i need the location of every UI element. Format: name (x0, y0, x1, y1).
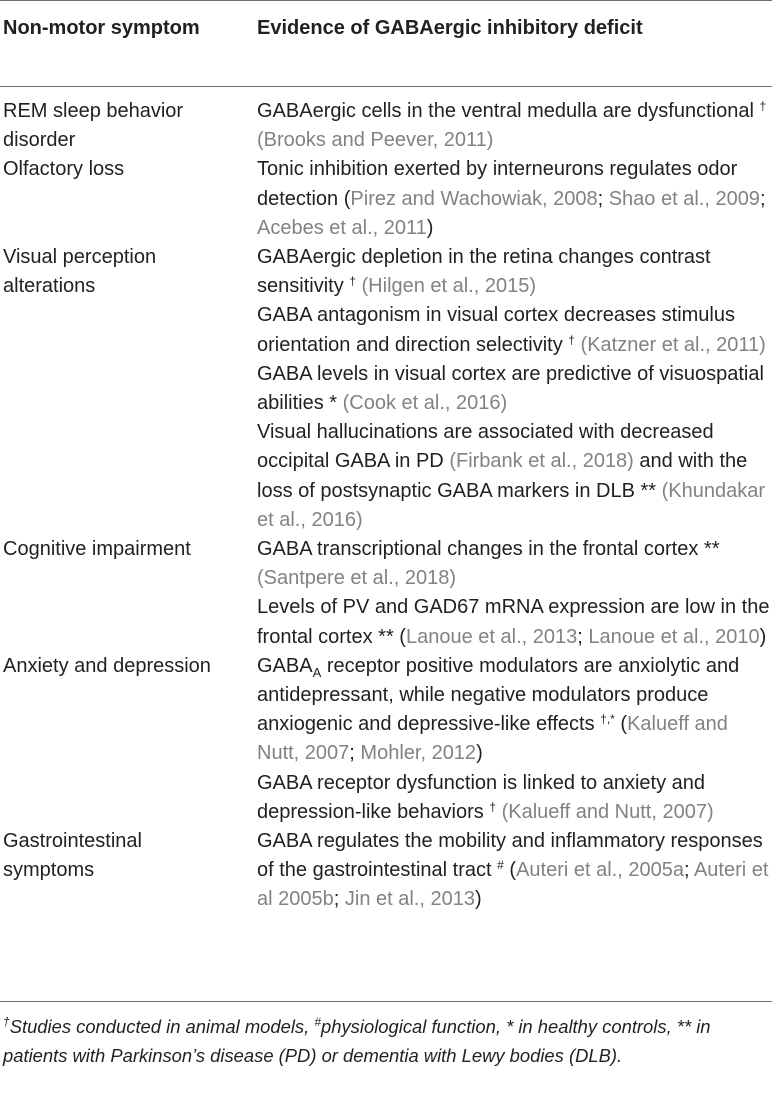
citation-link[interactable]: Shao et al., 2009 (608, 187, 760, 210)
citation-link[interactable]: (Santpere et al., 2018) (257, 567, 457, 590)
evidence-item: GABA regulates the mobility and inflammatory responses of the gastrointestinal tract # (Auteri et al., 2005a; Auteri et al 2005b; Jin et al., 2013) (257, 830, 769, 911)
citation-link[interactable]: Kalueff and Nutt, 2007 (257, 713, 728, 765)
evidence-item: GABA receptor dysfunction is linked to anxiety and depression-like behaviors † (Kalueff and Nutt, 2007) (257, 771, 714, 823)
evidence-item: GABA antagonism in visual cortex decreases stimulus orientation and direction selectivity † (Katzner et al., 2011) (257, 304, 766, 356)
evidence-item: Levels of PV and GAD67 mRNA expression are low in the frontal cortex ** (Lanoue et al., 2013; Lanoue et al., 2010) (257, 596, 770, 648)
evidence-item: GABAergic depletion in the retina changes contrast sensitivity † (Hilgen et al., 2015) (257, 246, 711, 298)
citation-link[interactable]: Lanoue et al., 2010 (588, 625, 760, 648)
citation-link[interactable]: Mohler, 2012 (360, 742, 477, 765)
evidence-cell (257, 827, 771, 915)
evidence-item: $GABA_A$ receptor positive modulators are anxiolytic and antidepressant, while negative modulators produce anxiogenic and depressive-like effects †,* (Kalueff and Nutt, 2007; Mohler, 2012) (257, 654, 740, 765)
table-row (0, 155, 772, 243)
citation-link[interactable]: (Kalueff and Nutt, 2007) (501, 800, 714, 823)
symptom-cell: REM sleep behavior disorder (3, 100, 184, 152)
evidence-item: GABA levels in visual cortex are predictive of visuospatial abilities * (Cook et al., 2016) (257, 362, 764, 415)
citation-link[interactable]: (Katzner et al., 2011) (580, 333, 766, 356)
citation-link[interactable]: Jin et al., 2013 (344, 888, 475, 911)
symptom-cell: Anxiety and depression (3, 654, 211, 677)
table-row (0, 652, 772, 827)
citation-link[interactable]: Auteri et al 2005b (257, 859, 769, 911)
table-footnote: †Studies conducted in animal models, #physiological function, * in healthy controls, ** in patients with Parkinson’s disease (PD) or dementia with Lewy bodies (DLB). (3, 1015, 711, 1066)
citation-link[interactable]: (Firbank et al., 2018) (449, 450, 634, 473)
table-row (0, 243, 772, 535)
evidence-item: Tonic inhibition exerted by interneurons regulates odor detection (Pirez and Wachowiak, 2008; Shao et al., 2009; Acebes et al., 2011) (257, 158, 766, 239)
header-nonmotor-symptom: Non-motor symptom (3, 17, 200, 39)
evidence-cell (257, 243, 771, 535)
header-rule (0, 86, 772, 87)
symptom-cell: Visual perception alterations (3, 246, 157, 298)
citation-link[interactable]: (Khundakar et al., 2016) (257, 479, 766, 531)
citation-link[interactable]: Lanoue et al., 2013 (405, 625, 578, 648)
evidence-cell (257, 97, 771, 155)
table-body (0, 97, 772, 915)
citation-link[interactable]: (Brooks and Peever, 2011) (257, 129, 494, 152)
evidence-item: GABAergic cells in the ventral medulla are dysfunctional † (Brooks and Peever, 2011) (257, 99, 767, 152)
citation-link[interactable]: Auteri et al., 2005a (516, 859, 684, 882)
symptom-cell: Olfactory loss (3, 158, 125, 181)
table-top-rule (0, 0, 772, 1)
table-row (0, 827, 772, 915)
citation-link[interactable]: (Cook et al., 2016) (342, 392, 508, 415)
citation-link[interactable]: (Hilgen et al., 2015) (361, 275, 537, 298)
evidence-item: Visual hallucinations are associated with decreased occipital GABA in PD (Firbank et al., 2018) and with the loss of postsynaptic GABA markers in DLB ** (Khundakar et al., 2016) (257, 421, 766, 531)
evidence-cell (257, 535, 771, 652)
evidence-cell (257, 155, 771, 243)
header-evidence: Evidence of GABAergic inhibitory deficit (257, 17, 643, 39)
citation-link[interactable]: Acebes et al., 2011 (257, 216, 427, 239)
symptom-cell: Gastrointestinal symptoms (3, 830, 142, 882)
table-row (0, 535, 772, 652)
symptom-cell: Cognitive impairment (3, 538, 191, 561)
evidence-cell (257, 652, 771, 827)
evidence-item: GABA transcriptional changes in the frontal cortex ** (Santpere et al., 2018) (257, 538, 720, 590)
table-row (0, 97, 772, 155)
citation-link[interactable]: Pirez and Wachowiak, 2008 (350, 187, 598, 210)
table-bottom-rule (0, 1001, 772, 1002)
